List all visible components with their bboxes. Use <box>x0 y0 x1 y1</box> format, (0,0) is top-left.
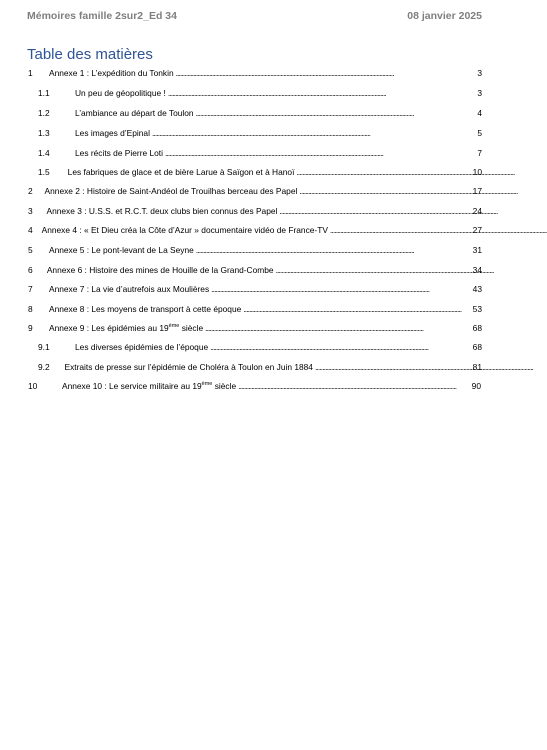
toc-entry-label <box>75 86 166 100</box>
toc-entry-page-number: 90 <box>471 381 481 391</box>
toc-entry[interactable] <box>28 379 481 393</box>
toc-entry-label <box>65 360 313 374</box>
toc-entry-label <box>42 223 328 237</box>
toc-entry-number: 10 <box>28 381 38 391</box>
toc-dot-leader <box>165 146 475 160</box>
toc-entry-superscript: ème <box>201 381 213 388</box>
toc-entry[interactable] <box>28 66 482 80</box>
toc-entry-label-text: Annexe 2 : Histoire de Saint-Andéol de Trouilhas berceau des Papel <box>44 186 298 196</box>
header-document-title: Mémoires famille 2sur2_Ed 34 <box>27 10 177 22</box>
toc-entry-number: 7 <box>28 284 33 294</box>
toc-dot-leader <box>196 106 476 120</box>
toc-entry[interactable] <box>38 340 482 354</box>
toc-entry-label-text: Annexe 1 : L’expédition du Tonkin <box>49 68 174 78</box>
toc-dot-leader <box>279 204 470 218</box>
toc-entry[interactable] <box>38 86 482 100</box>
toc-entry-number: 5 <box>28 245 33 255</box>
toc-entry-label-text: Les diverses épidémies de l’époque <box>75 342 209 352</box>
toc-entry-label-text: Annexe 7 : La vie d’autrefois aux Moulières <box>49 284 210 294</box>
toc-dot-leader <box>238 379 470 393</box>
toc-entry-number: 1.1 <box>38 88 50 98</box>
toc-dot-leader <box>211 282 471 296</box>
toc-entry-label <box>68 165 295 179</box>
toc-entry[interactable] <box>38 126 482 140</box>
toc-entry-number: 9 <box>28 323 33 333</box>
toc-entry-number: 6 <box>28 265 33 275</box>
toc-entry-page-number: 81 <box>472 362 482 372</box>
toc-entry-number: 4 <box>28 225 33 235</box>
toc-entry-superscript: ème <box>168 323 180 330</box>
toc-entry-label <box>46 204 277 218</box>
toc-entry-page-number: 3 <box>477 68 482 78</box>
toc-entry-number: 3 <box>28 206 33 216</box>
toc-entry[interactable] <box>28 204 482 218</box>
toc-entry-page-number: 4 <box>477 108 482 118</box>
toc-entry[interactable] <box>28 302 482 316</box>
toc-entry-label <box>49 282 209 296</box>
toc-entry-label <box>49 243 194 257</box>
toc-entry-page-number: 31 <box>472 245 482 255</box>
toc-entry-number: 9.1 <box>38 342 50 352</box>
page-header <box>27 10 482 22</box>
toc-dot-leader <box>152 126 475 140</box>
toc-entry[interactable] <box>28 223 482 237</box>
toc-entry-label <box>47 263 274 277</box>
toc-entry-label-text: Annexe 4 : « Et Dieu créa la Côte d’Azur » documentaire vidéo de France-TV <box>41 225 328 235</box>
toc-entry-label <box>49 302 241 316</box>
toc-entry-page-number: 53 <box>472 304 482 314</box>
toc-entry[interactable] <box>38 360 482 374</box>
toc-entry-label-text: Annexe 5 : Le pont-levant de La Seyne <box>49 245 194 255</box>
toc-entry-number: 2 <box>28 186 33 196</box>
toc-entry-page-number: 24 <box>472 206 482 216</box>
toc-entry-label <box>75 126 150 140</box>
toc-entry-number: 1.3 <box>38 128 50 138</box>
toc-entry-label-text: Annexe 3 : U.S.S. et R.C.T. deux clubs bien connus des Papel <box>46 206 278 216</box>
toc-entry-label-text: Extraits de presse sur l’épidémie de Choléra à Toulon en Juin 1884 <box>64 362 313 372</box>
toc-dot-leader <box>315 360 471 374</box>
toc-entry-page-number: 43 <box>472 284 482 294</box>
toc-entry[interactable] <box>38 146 482 160</box>
toc-dot-leader <box>296 165 470 179</box>
toc-entry[interactable] <box>28 321 482 335</box>
toc-entry-label-text: Les récits de Pierre Loti <box>75 148 163 158</box>
toc-entry-page-number: 68 <box>472 342 482 352</box>
toc-dot-leader <box>243 302 470 316</box>
toc-entry-label-text: Un peu de géopolitique ! <box>75 88 166 98</box>
toc-entry[interactable] <box>28 282 482 296</box>
toc-entry-label <box>49 321 203 335</box>
toc-entry[interactable] <box>28 184 482 198</box>
toc-entry-page-number: 27 <box>472 225 482 235</box>
toc-entry-number: 1.2 <box>38 108 50 118</box>
toc-entry-label-suffix: siècle <box>179 323 204 333</box>
toc-dot-leader <box>299 184 470 198</box>
toc-entry-number: 1.5 <box>38 167 50 177</box>
toc-dot-leader <box>210 340 471 354</box>
toc-entry-number: 9.2 <box>38 362 50 372</box>
toc-entry-number: 1 <box>28 68 33 78</box>
toc-entry-page-number: 7 <box>477 148 482 158</box>
toc-entry-page-number: 68 <box>472 323 482 333</box>
toc-entry-label-text: Annexe 6 : Histoire des mines de Houille de la Grand-Combe <box>46 265 274 275</box>
toc-entry[interactable] <box>38 106 482 120</box>
toc-entry-page-number: 34 <box>472 265 482 275</box>
toc-entry-number: 1.4 <box>38 148 50 158</box>
toc-entry-label-suffix: siècle <box>212 381 237 391</box>
toc-entry-page-number: 3 <box>477 88 482 98</box>
toc-dot-leader <box>330 223 471 237</box>
toc-entry-label <box>62 379 236 393</box>
toc-entry-label <box>45 184 298 198</box>
toc-entry-label <box>75 106 194 120</box>
toc-entry[interactable] <box>28 263 482 277</box>
toc-entry-label-text: L’ambiance au départ de Toulon <box>75 108 194 118</box>
toc-dot-leader <box>196 243 471 257</box>
toc-entry-page-number: 5 <box>477 128 482 138</box>
toc-entry-label-text: Annexe 9 : Les épidémies au 19 <box>49 323 169 333</box>
toc-entry-page-number: 17 <box>472 186 482 196</box>
toc-entry-label <box>49 66 174 80</box>
toc-entry-label-text: Les fabriques de glace et de bière Larue à Saïgon et à Hanoï <box>67 167 295 177</box>
toc-entry-label-text: Les images d’Epinal <box>75 128 150 138</box>
toc-entry[interactable] <box>28 243 482 257</box>
toc-dot-leader <box>168 86 476 100</box>
toc-dot-leader <box>176 66 476 80</box>
toc-dot-leader <box>205 321 471 335</box>
toc-title: Table des matières <box>27 46 153 63</box>
toc-entry-label-text: Annexe 8 : Les moyens de transport à cette époque <box>49 304 242 314</box>
toc-entry[interactable] <box>38 165 482 179</box>
header-date: 08 janvier 2025 <box>407 10 482 22</box>
toc-entry-label <box>75 340 208 354</box>
toc-entry-number: 8 <box>28 304 33 314</box>
toc-dot-leader <box>276 263 471 277</box>
toc-entry-label <box>75 146 163 160</box>
toc-entry-label-text: Annexe 10 : Le service militaire au 19 <box>62 381 202 391</box>
toc-entry-page-number: 10 <box>472 167 482 177</box>
